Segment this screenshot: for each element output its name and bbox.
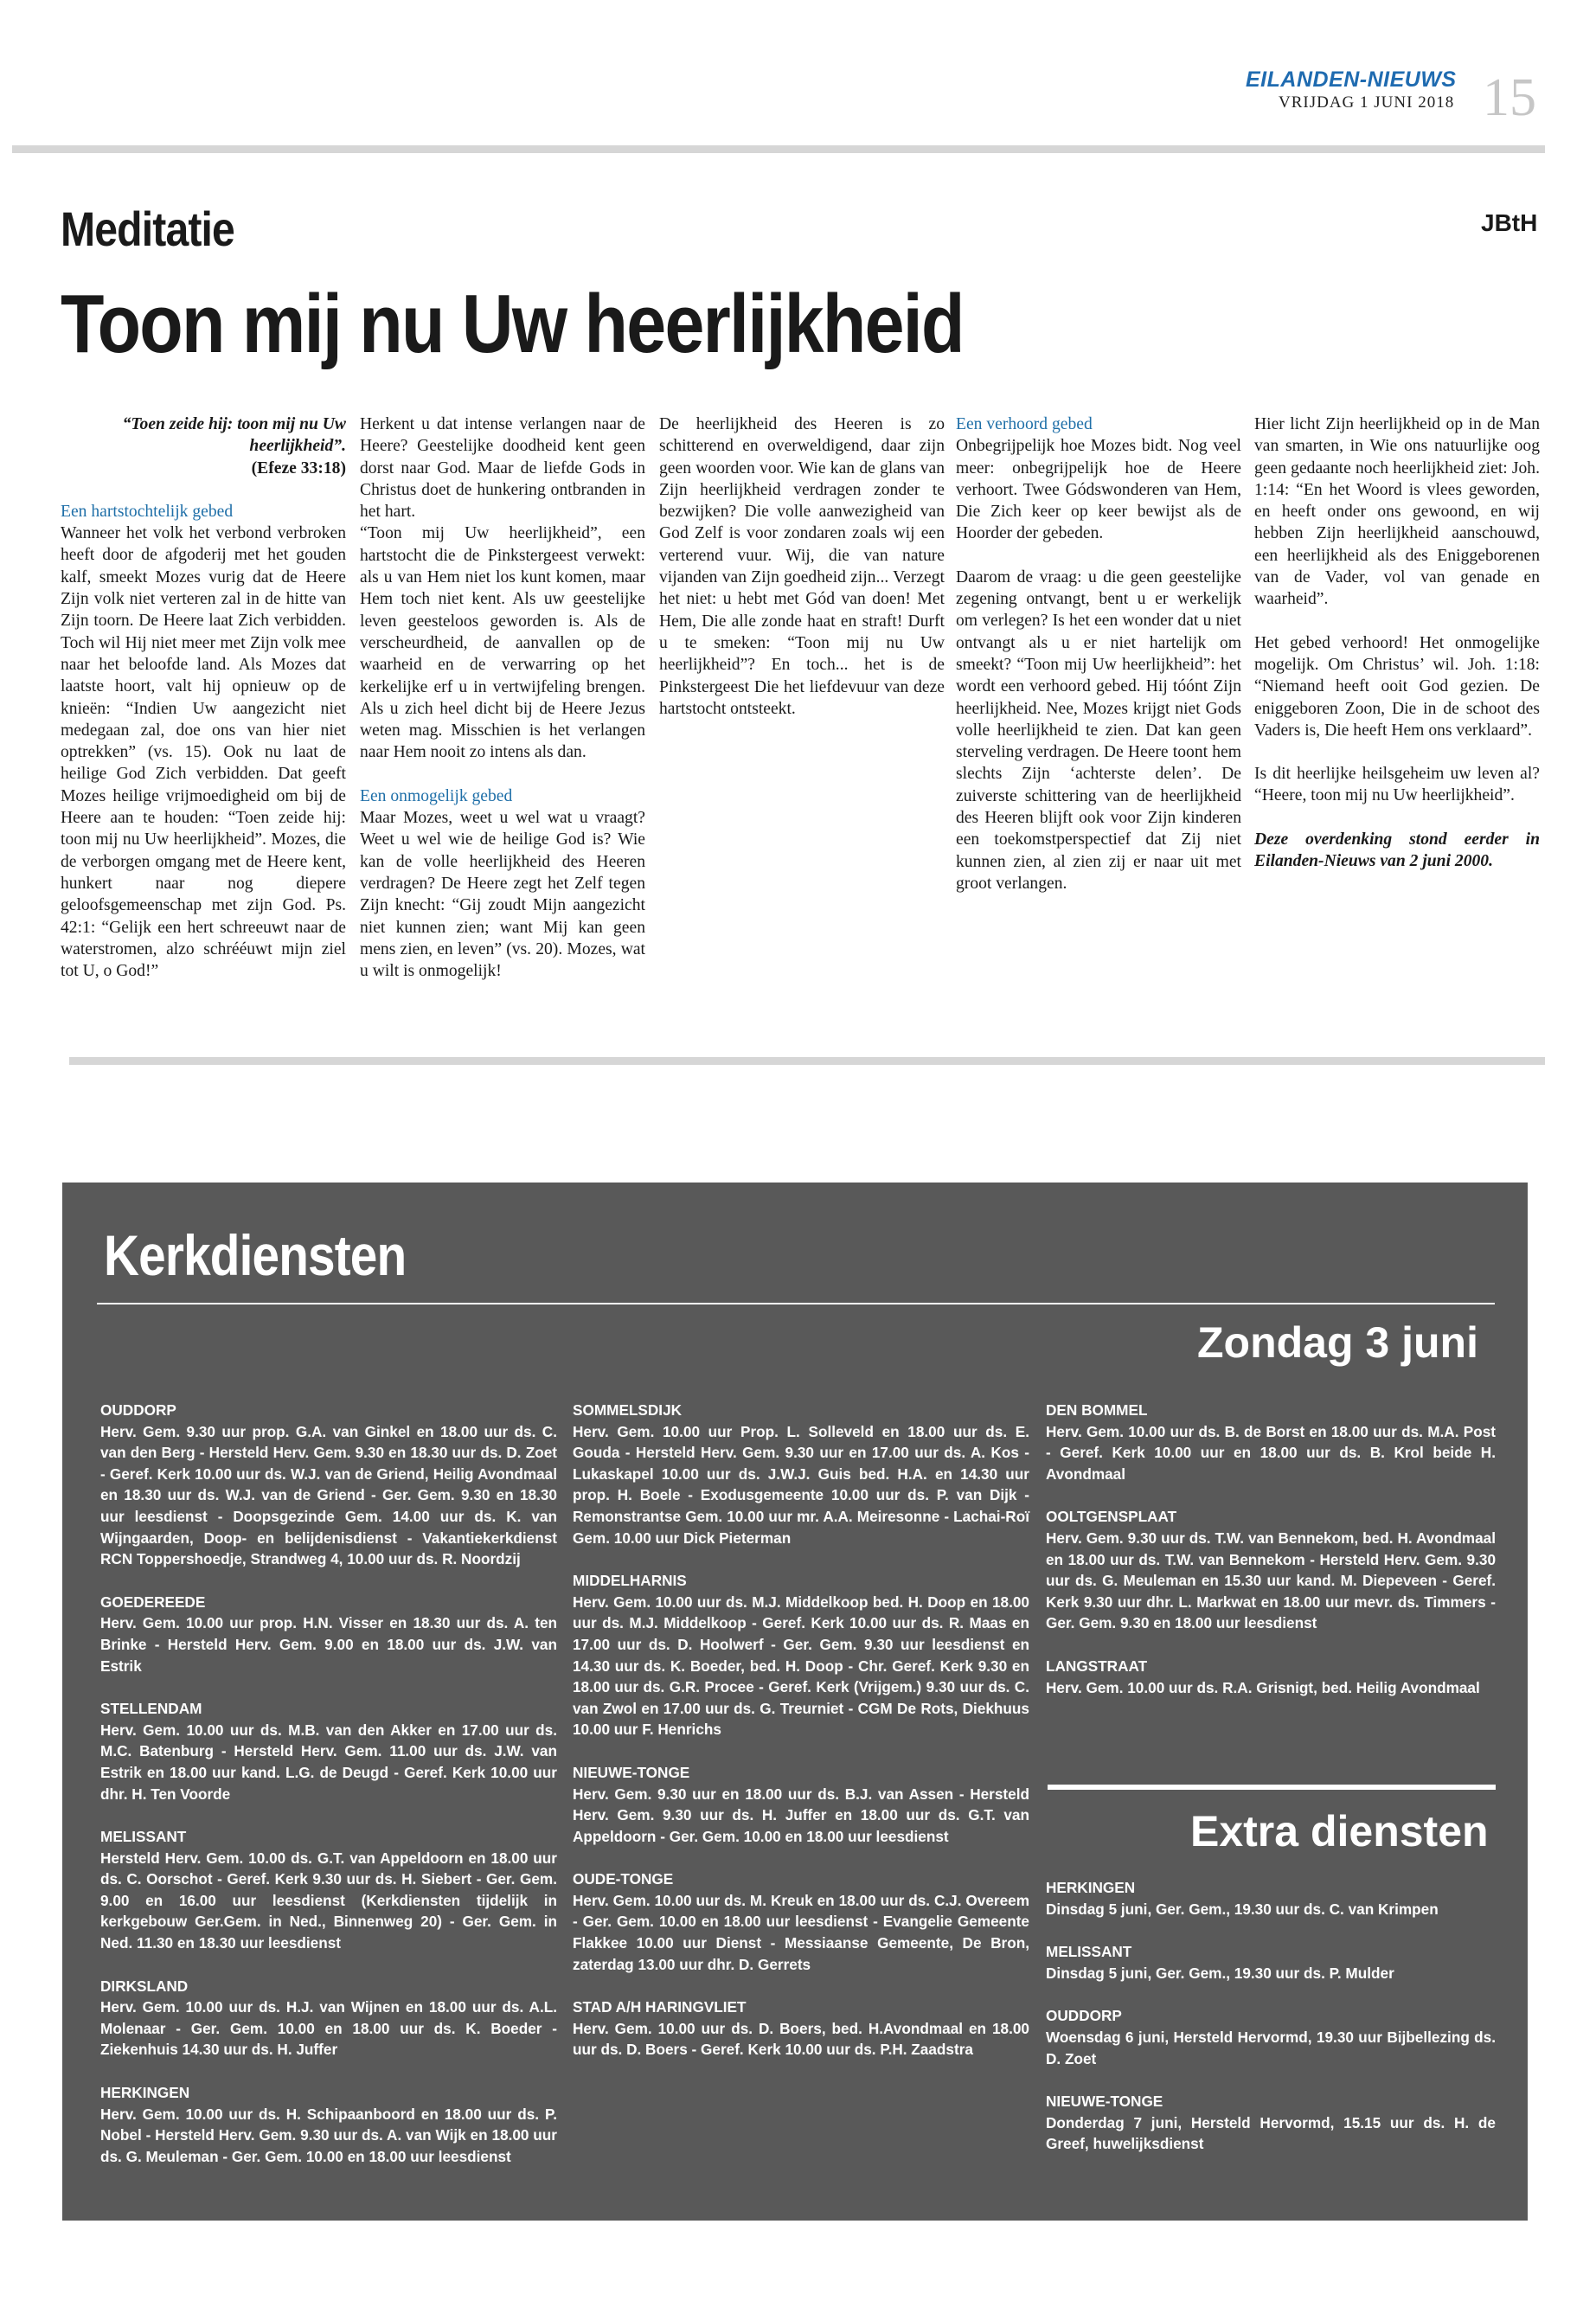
- services-column-3: [1046, 1400, 1496, 1698]
- service-day-heading: Zondag 3 juni: [1197, 1318, 1478, 1367]
- service-listing: Herv. Gem. 10.00 uur ds. H. Schipaanboord en 18.00 uur ds. P. Nobel - Hersteld Herv. Gem. 9.30 uur ds. A. van Wijk en 18.00 uur ds. G. Meuleman - Ger. Gem. 10.00 en 18.00 uur leesdienst: [100, 2105, 557, 2165]
- article-column-1: [61, 413, 346, 982]
- article-column-5: [1254, 413, 1540, 872]
- subheading: Een onmogelijk gebed: [360, 786, 513, 805]
- article-paragraph: “Toon mij Uw heerlijkheid”, een hartstocht die de Pinkstergeest verwekt: als u van Hem niet los kunt komen, maar Hem toch niet kent. Als uw geestelijke leven geesteloos geworden is. Als de verscheurdheid, de aanvallen op de waarheid en de verwarring op het kerkelijke erf u in vertwijfeling brengen. Als u zich heel dicht bij de Heere Jezus weten mag. Misschien is het verlangen naar Hem nooit zo intens als dan.: [360, 524, 645, 762]
- town-name: NIEUWE-TONGE: [573, 1763, 690, 1781]
- service-listing: Herv. Gem. 10.00 uur Prop. L. Solleveld en 18.00 uur ds. E. Gouda - Hersteld Herv. Gem. 9.30 uur en 17.00 uur ds. A. Kos - Lukaskapel 10.00 uur ds. J.W.J. Guis bed. H.A. en 14.30 uur prop. H. Boele - Exodusgemeente 10.00 uur ds. P. van Dijk - Remonstrantse Gem. 10.00 uur mr. A.A. Meiresonne - Lachai-Roï Gem. 10.00 uur Dick Pieterman: [573, 1422, 1029, 1547]
- article-paragraph: Daarom de vraag: u die geen geestelijke zegening ontvangt, bent u er werkelijk om verlegen? Is het een wonder dat u niet ontvangt als u er niet hartelijk om smeekt? “Toon mij Uw heerlijkheid”: het wordt een verhoord gebed. Hij tóónt Zijn heerlijkheid. Nee, Mozes krijgt niet Gods volle heerlijkheid te zien. Dat kan geen sterveling verdragen. De Heere toont hem slechts Zijn ‘achterste delen’. De zuiverste schittering van de heerlijkheid des Heeren blijft ook voor Zijn kinderen een toekomstperspectief dat Zij niet kunnen zien, al zien zij er naar uit met groot verlangen.: [956, 567, 1241, 893]
- kerkdiensten-title: Kerkdiensten: [104, 1223, 407, 1287]
- town-name: HERKINGEN: [100, 2084, 190, 2102]
- article-footnote: Deze overdenking stond eerder in Eilanden-Nieuws van 2 juni 2000.: [1254, 830, 1540, 871]
- town-name: STAD A/H HARINGVLIET: [573, 1998, 747, 2016]
- service-listing: Dinsdag 5 juni, Ger. Gem., 19.30 uur ds. C. van Krimpen: [1046, 1900, 1439, 1918]
- service-listing: Herv. Gem. 10.00 uur ds. M. Kreuk en 18.00 uur ds. C.J. Overeem - Ger. Gem. 10.00 en 18.00 uur leesdienst - Evangelie Gemeente Flakkee 10.00 uur Dienst - Messiaanse Gemeente, De Bron, zaterdag 13.00 uur dhr. D. Gerrets: [573, 1891, 1029, 1973]
- article-paragraph: Herkent u dat intense verlangen naar de Heere? Geestelijke doodheid kent geen dorst naar God. Maar de liefde Gods in Christus doet de hunkering ontbranden in het hart.: [360, 415, 645, 522]
- town-name: OOLTGENSPLAAT: [1046, 1508, 1177, 1526]
- extra-services-column: [1046, 1877, 1496, 2155]
- service-listing: Herv. Gem. 10.00 uur ds. B. de Borst en 18.00 uur ds. M.A. Post - Geref. Kerk 10.00 uur en 18.00 uur ds. B. Krol beide H. Avondmaal: [1046, 1422, 1496, 1483]
- town-name: OUDE-TONGE: [573, 1870, 674, 1888]
- newspaper-logo: EILANDEN-NIEUWS: [1246, 67, 1457, 92]
- service-listing: Woensdag 6 juni, Hersteld Hervormd, 19.30 uur Bijbellezing ds. D. Zoet: [1046, 2028, 1496, 2067]
- services-column-2: [573, 1400, 1029, 2061]
- top-divider: [12, 145, 1545, 153]
- bible-quote: “Toen zeide hij: toon mij nu Uw heerlijkheid”.: [122, 415, 346, 456]
- article-paragraph: Is dit heerlijke heilsgeheim uw leven al? “Heere, toon mij nu Uw heerlijkheid”.: [1254, 765, 1540, 805]
- article-paragraph: Maar Mozes, weet u wel wat u vraagt? Weet u wel wie de heilige God is? Wie kan de volle heerlijkheid des Heeren verdragen? De Heere zegt het Zelf tegen Zijn knecht: “Gij zoudt Mijn aangezicht niet kunnen zien; want Mij kan geen mens zien, en leven” (vs. 20). Mozes, wat u wilt is onmogelijk!: [360, 809, 645, 981]
- article-paragraph: Het gebed verhoord! Het onmogelijke mogelijk. Om Christus’ wil. Joh. 1:18: “Niemand heeft ooit God gezien. De eniggeboren Zoon, Die in de schoot des Vaders is, Die heeft Hem ons verklaard”.: [1254, 633, 1540, 740]
- bible-reference: (Efeze 33:18): [251, 458, 346, 478]
- service-listing: Herv. Gem. 10.00 uur ds. M.J. Middelkoop bed. H. Doop en 18.00 uur ds. M.J. Middelkoop - Geref. Kerk 10.00 uur ds. R. Maas en 17.00 uur ds. D. Hoolwerf - Ger. Gem. 9.30 uur leesdienst en 14.30 uur ds. K. Boeder, bed. H. Doop - Chr. Geref. Kerk 9.30 en 18.00 uur ds. G.R. Procee - Geref. Kerk (Vrijgem.) 9.30 uur ds. C. van Zwol en 17.00 uur ds. G. Treurniet - CGM De Rots, Diekhuus 10.00 uur F. Henrichs: [573, 1593, 1029, 1739]
- article-column-4: [956, 413, 1241, 894]
- service-listing: Herv. Gem. 10.00 uur ds. H.J. van Wijnen en 18.00 uur ds. A.L. Molenaar - Ger. Gem. 10.00 en 18.00 uur ds. K. Boeder - Ziekenhuis 14.30 uur ds. H. Juffer: [100, 1998, 557, 2059]
- town-name: SOMMELSDIJK: [573, 1401, 683, 1419]
- service-listing: Dinsdag 5 juni, Ger. Gem., 19.30 uur ds. P. Mulder: [1046, 1964, 1394, 1982]
- section-label: Meditatie: [61, 202, 234, 256]
- article-column-3: [659, 413, 945, 720]
- page-number: 15: [1483, 68, 1536, 127]
- town-name: STELLENDAM: [100, 1700, 202, 1718]
- article-paragraph: Onbegrijpelijk hoe Mozes bidt. Nog veel meer: onbegrijpelijk hoe de Heere verhoort. Twee Gódswonderen van Hem, Die Zich keer op keer bewijst als de Hoorder der gebeden.: [956, 437, 1241, 543]
- service-listing: Herv. Gem. 10.00 uur prop. H.N. Visser en 18.30 uur ds. A. ten Brinke - Hersteld Herv. Gem. 9.00 en 18.00 uur ds. J.W. van Estrik: [100, 1614, 557, 1675]
- subheading: Een hartstochtelijk gebed: [61, 502, 234, 521]
- town-name: MIDDELHARNIS: [573, 1572, 687, 1590]
- town-name: GOEDEREEDE: [100, 1593, 206, 1611]
- issue-date: VRIJDAG 1 JUNI 2018: [1279, 93, 1455, 112]
- town-name: DEN BOMMEL: [1046, 1401, 1148, 1419]
- article-paragraph: De heerlijkheid des Heeren is zo schitterend en overweldigend, daar zijn geen woorden voor. Wie kan de glans van Zijn heerlijkheid verdragen zonder te bezwijken? Die volle aanwezigheid van God Zelf is voor zondaren zoals wij een verterend vuur. Wij, die van nature vijanden van Zijn goedheid zijn... Verzegt het niet: u hebt met Gód van doen! Met Hem, Die alle zonde haat en straft! Durft u te smeken: “Toon mij nu Uw heerlijkheid”? En toch... het is de Pinkstergeest Die het liefdevuur van deze hartstocht ontsteekt.: [659, 415, 945, 718]
- town-name: MELISSANT: [1046, 1943, 1132, 1961]
- town-name: MELISSANT: [100, 1828, 187, 1846]
- town-name: OUDDORP: [100, 1401, 176, 1419]
- service-listing: Herv. Gem. 10.00 uur ds. R.A. Grisnigt, bed. Heilig Avondmaal: [1046, 1678, 1480, 1696]
- service-listing: Herv. Gem. 9.30 uur prop. G.A. van Ginkel en 18.00 uur ds. C. van den Berg - Hersteld Herv. Gem. 9.30 en 18.30 uur ds. D. Zoet - Geref. Kerk 10.00 uur ds. W.J. van de Griend, Heilig Avondmaal en 18.30 uur ds. W.J. van de Griend - Ger. Gem. 9.30 en 18.30 uur leesdienst - Doopsgezinde Gem. 14.00 uur ds. K. van Wijngaarden, Doop- en belijdenisdienst - Vakantiekerkdienst RCN Toppershoedje, Strandweg 4, 10.00 uur ds. R. Noordzij: [100, 1422, 557, 1568]
- article-paragraph: Wanneer het volk het verbond verbroken heeft door de afgoderij met het gouden kalf, smeekt Mozes vurig dat de Heere Zijn volk niet verteren zal in de hitte van Zijn toorn. De Heere laat Zich verbidden. Toch wil Hij niet meer met Zijn volk mee naar het beloofde land. Als Mozes dat laatste hoort, valt hij opnieuw op de knieën: “Indien Uw aangezicht niet medegaan zal, doe ons van hier niet optrekken” (vs. 15). Ook nu laat de heilige God Zich verbidden. Dat geeft Mozes heilige vrijmoedigheid om bij de Heere aan te houden: “Toen zeide hij: toon mij nu Uw heerlijkheid”. Mozes, die de verborgen omgang met de Heere kent, hunkert naar nog diepere geloofsgemeenschap met zijn God. Ps. 42:1: “Gelijk een hert schreeuwt naar de waterstromen, alzo schrééuwt mijn ziel tot U, o God!”: [61, 524, 346, 981]
- town-name: HERKINGEN: [1046, 1879, 1136, 1896]
- town-name: NIEUWE-TONGE: [1046, 2093, 1163, 2111]
- service-listing: Herv. Gem. 10.00 uur ds. D. Boers, bed. H.Avondmaal en 18.00 uur ds. D. Boers - Geref. Kerk 10.00 uur ds. P.H. Zaadstra: [573, 2019, 1029, 2059]
- article-headline: Toon mij nu Uw heerlijkheid: [61, 278, 964, 370]
- town-name: OUDDORP: [1046, 2007, 1122, 2025]
- service-listing: Donderdag 7 juni, Hersteld Hervormd, 15.15 uur ds. H. de Greef, huwelijksdienst: [1046, 2113, 1496, 2153]
- service-listing: Herv. Gem. 9.30 uur ds. T.W. van Bennekom, bed. H. Avondmaal en 18.00 uur ds. T.W. van Bennekom - Hersteld Herv. Gem. 9.30 uur ds. G. Meuleman en 15.30 uur kand. M. Diepeveen - Geref. Kerk 9.30 uur dhr. L. Markwat en 18.00 uur mevr. ds. Timmers - Ger. Gem. 9.30 en 18.00 uur leesdienst: [1046, 1529, 1496, 1632]
- town-name: DIRKSLAND: [100, 1977, 189, 1995]
- extra-divider: [1048, 1785, 1496, 1790]
- kerkdiensten-divider: [97, 1303, 1495, 1304]
- service-listing: Hersteld Herv. Gem. 10.00 ds. G.T. van Appeldoorn en 18.00 uur ds. C. Oorschot - Geref. Kerk 9.30 uur ds. H. Siebert - Ger. Gem. 9.00 en 16.00 uur leesdienst (Kerkdiensten tijdelijk in kerkgebouw Ger.Gem. in Ned., Binnenweg 20) - Ger. Gem. in Ned. 11.30 en 18.30 uur leesdienst: [100, 1849, 557, 1952]
- section-divider: [69, 1057, 1545, 1065]
- subheading: Een verhoord gebed: [956, 415, 1093, 433]
- extra-services-heading: Extra diensten: [1190, 1807, 1489, 1856]
- article-paragraph: Hier licht Zijn heerlijkheid op in de Man van smarten, in Wie ons natuurlijke oog geen gedaante noch heerlijkheid ziet: Joh. 1:14: “En het Woord is vlees geworden, en heeft onder ons gewoond, en wij hebben Zijn heerlijkheid aanschouwd, een heerlijkheid als des Eniggeborenen van de Vader, vol van genade en waarheid”.: [1254, 415, 1540, 609]
- author-initials: JBtH: [1481, 209, 1538, 236]
- article-column-2: [360, 413, 645, 982]
- services-column-1: [100, 1400, 557, 2167]
- town-name: LANGSTRAAT: [1046, 1657, 1148, 1675]
- service-listing: Herv. Gem. 10.00 uur ds. M.B. van den Akker en 17.00 uur ds. M.C. Batenburg - Hersteld Herv. Gem. 11.00 uur ds. J.W. van Estrik en 18.00 uur kand. L.G. de Deugd - Geref. Kerk 10.00 uur dhr. H. Ten Voorde: [100, 1721, 557, 1803]
- service-listing: Herv. Gem. 9.30 uur en 18.00 uur ds. B.J. van Assen - Hersteld Herv. Gem. 9.30 uur ds. H. Juffer en 18.00 uur ds. G.T. van Appeldoorn - Ger. Gem. 10.00 en 18.00 uur leesdienst: [573, 1785, 1029, 1845]
